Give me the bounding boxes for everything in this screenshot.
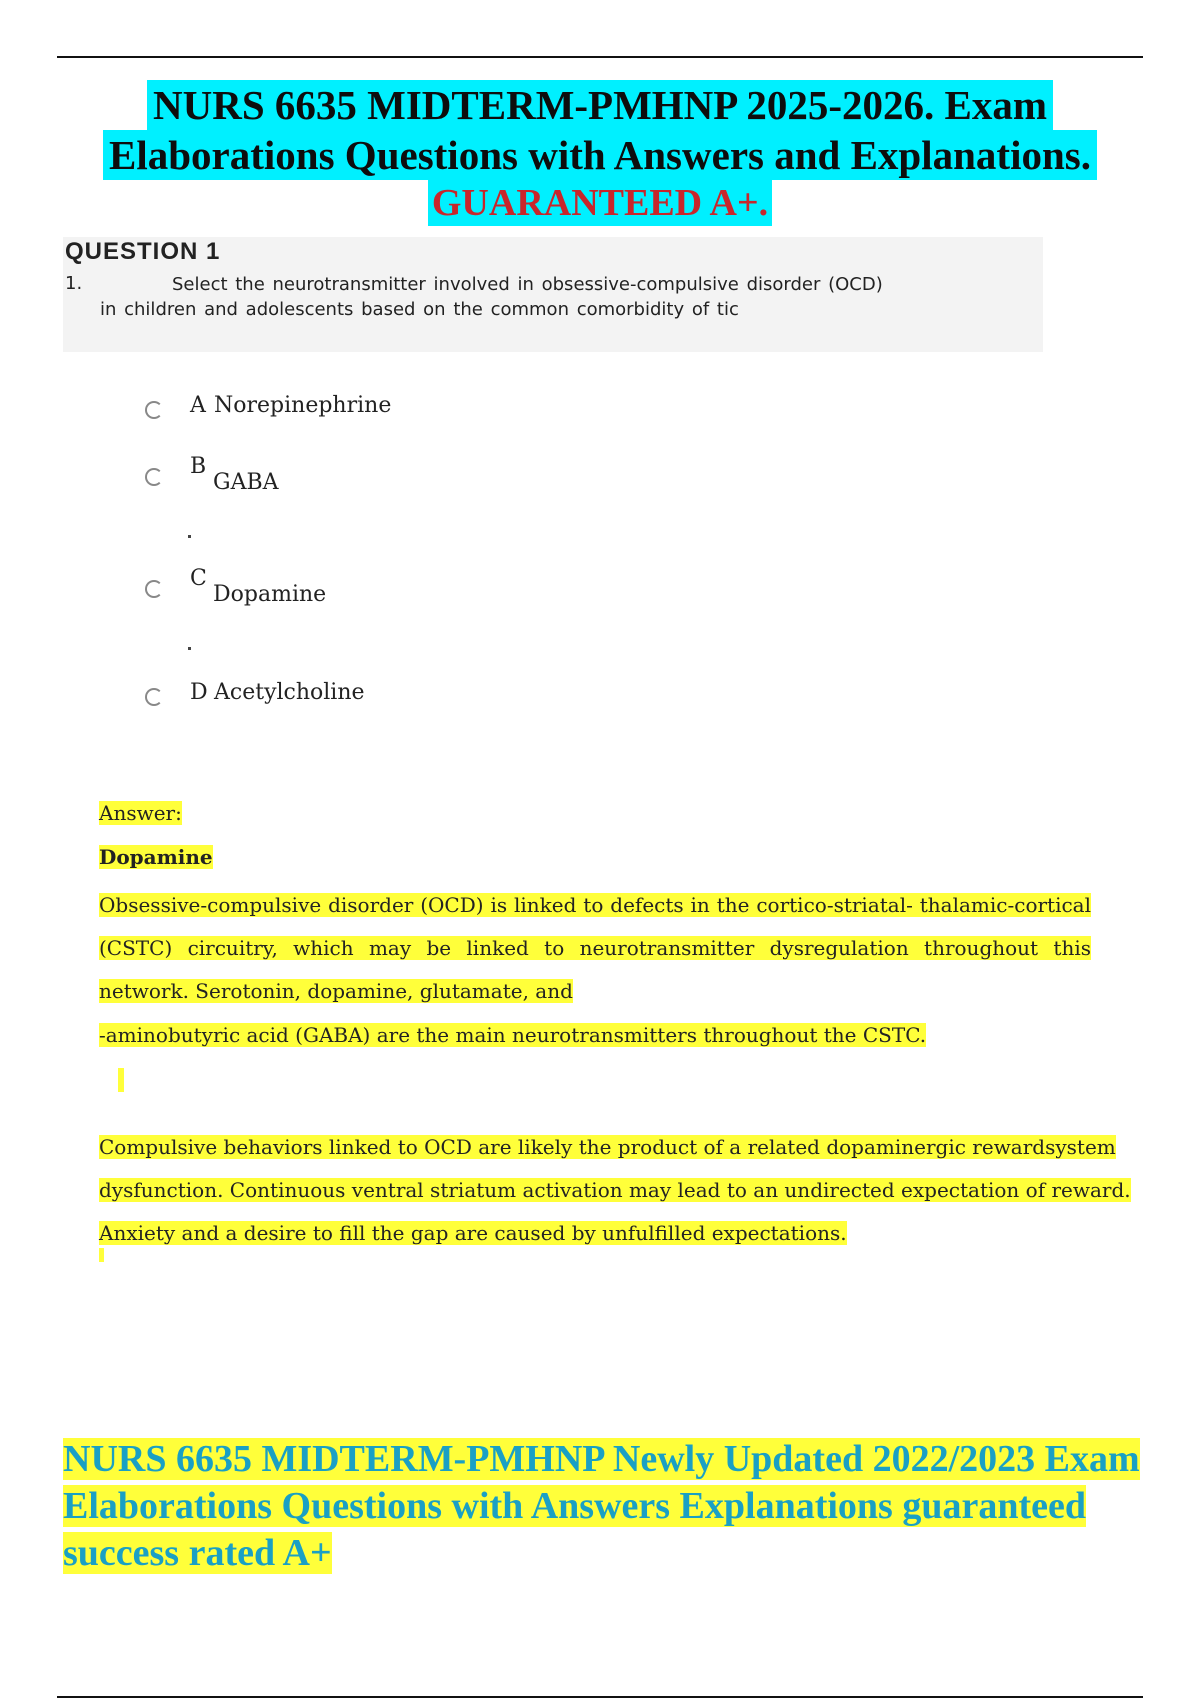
radio-icon[interactable] — [145, 688, 163, 706]
explanation-text-2: Compulsive behaviors linked to OCD are likely the product of a related dopaminergic rewardsystem dysfunction. Continuous ventral striatum activation may lead to an undirected expectation of reward. Anxiety and a desire to fill the gap are caused by unfulfilled expectations. — [99, 1135, 1131, 1245]
footer-line-3: success rated A+ — [63, 1532, 332, 1574]
question-text: Select the neurotransmitter involved in obsessive-compulsive disorder (OCD) in children and adolescents based on the common comorbidity of tic — [100, 274, 883, 320]
bottom-rule — [57, 1696, 1143, 1698]
answer-label: Answer: — [99, 801, 182, 825]
footer-line-1: NURS 6635 MIDTERM-PMHNP Newly Updated 2022/2023 Exam — [63, 1438, 1140, 1480]
option-letter: A — [190, 393, 206, 418]
radio-icon[interactable] — [145, 401, 163, 419]
radio-icon[interactable] — [145, 468, 163, 486]
option-letter: B — [190, 454, 207, 479]
explanation-paragraph-2 — [99, 1126, 1154, 1255]
option-letter: C — [190, 566, 207, 591]
highlight-marker — [118, 1068, 124, 1092]
option-letter: D — [190, 680, 208, 705]
question-heading: QUESTION 1 — [65, 238, 221, 265]
answer-value-row — [99, 845, 1099, 869]
option-label: Acetylcholine — [214, 680, 365, 705]
answer-label-row — [99, 801, 1099, 825]
top-rule — [57, 56, 1143, 58]
option-label: Dopamine — [213, 582, 327, 607]
footer-promo — [63, 1436, 1200, 1577]
option-label: GABA — [213, 470, 279, 495]
explanation-text-1b: -aminobutyric acid (GABA) are the main neurotransmitters throughout the CSTC. — [99, 1023, 927, 1047]
footer-line-2: Elaborations Questions with Answers Explanations guaranteed — [63, 1485, 1086, 1527]
answer-value: Dopamine — [99, 845, 213, 869]
title-line-1: NURS 6635 MIDTERM-PMHNP 2025-2026. Exam — [147, 80, 1053, 130]
explanation-text-1: Obsessive-compulsive disorder (OCD) is linked to defects in the cortico-striatal- thalamic-cortical (CSTC) circuitry, which may be linked to neurotransmitter dysregulation throughout this network. Serotonin, dopamine, glutamate, and — [99, 893, 1091, 1003]
option-label: Norepinephrine — [214, 393, 392, 418]
radio-icon[interactable] — [145, 580, 163, 598]
document-title — [0, 80, 1200, 226]
explanation-paragraph-1 — [99, 884, 1091, 1013]
stray-dot — [188, 647, 191, 650]
title-line-2: Elaborations Questions with Answers and Explanations. — [103, 130, 1097, 180]
question-number: 1. — [65, 273, 83, 294]
title-guarantee: GUARANTEED A+. — [428, 180, 772, 226]
stray-dot — [188, 535, 191, 538]
explanation-paragraph-1b — [99, 1014, 1099, 1057]
highlight-marker — [99, 1248, 104, 1262]
